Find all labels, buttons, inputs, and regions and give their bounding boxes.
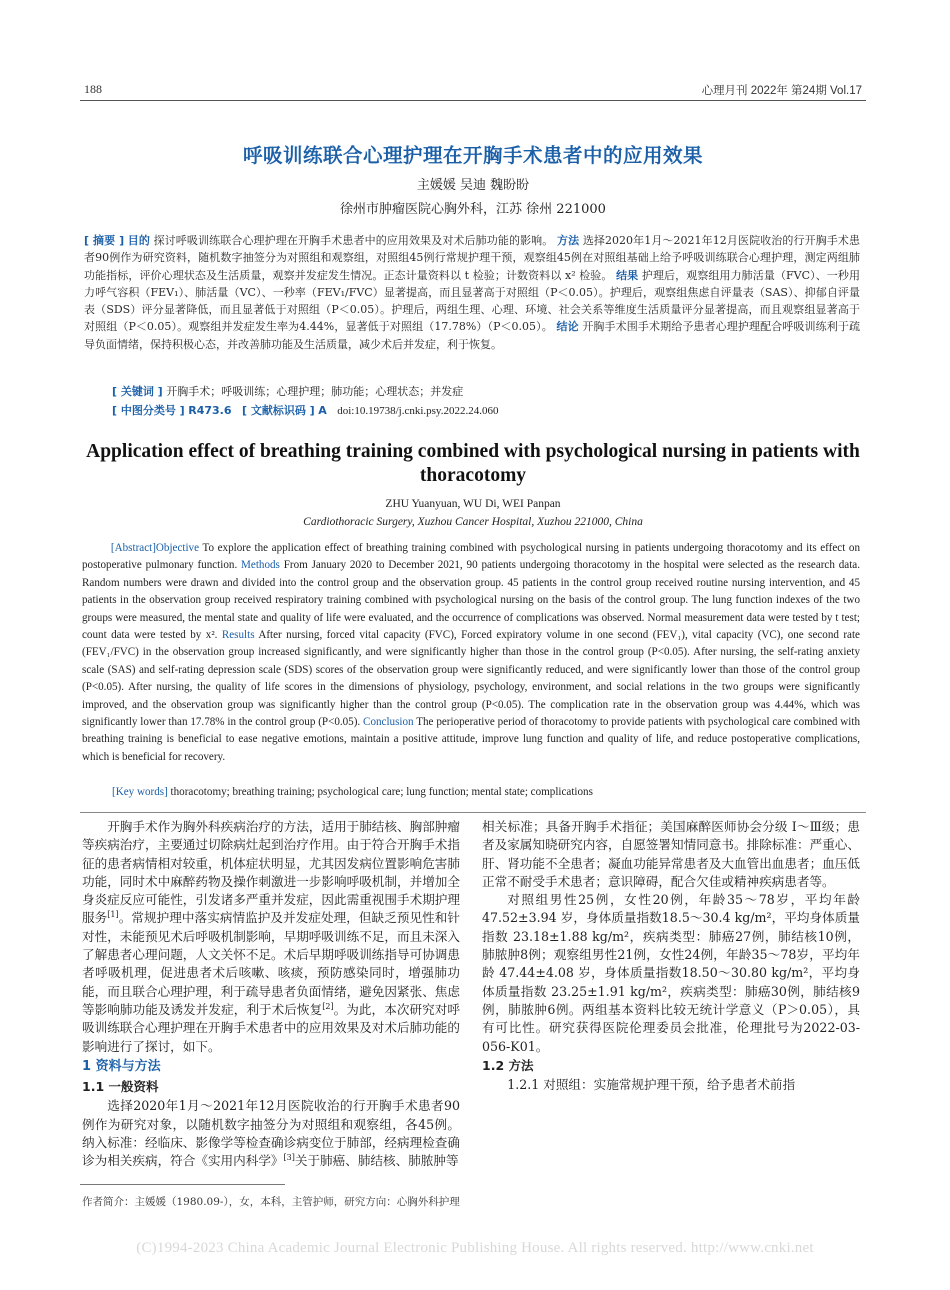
method-paragraph: 1.2.1 对照组：实施常规护理干预，给予患者术前指 xyxy=(507,1077,796,1093)
ref-1: [1] xyxy=(107,910,119,920)
ref-2: [2] xyxy=(322,1001,334,1011)
conclusion-cn-label: 结论 xyxy=(556,320,579,334)
ref-3: [3] xyxy=(283,1153,295,1163)
abstract-en-label: [Abstract] xyxy=(110,542,156,554)
doi: doi:10.19738/j.cnki.psy.2022.24.060 xyxy=(337,405,499,417)
keywords-en-label: [Key words] xyxy=(112,786,168,798)
general-text-a: 选择2020年1月～2021年12月医院收治的行开胸手术患者90例作为研究对象，以随机数字抽签分为对照组和观察组，各45例。纳入标准：经临床、影像学等检查确诊病变位于肺部，经病理检查确诊为相关疾病，符合《实用内科学》 xyxy=(82,1098,460,1169)
keywords-en-text: thoracotomy; breathing training; psychological care; lung function; mental state; complications xyxy=(170,786,593,798)
results-cn-label: 结果 xyxy=(616,268,639,282)
doc-code-value: A xyxy=(318,404,327,417)
intro-text-c: 。为此，本次研究对呼吸训练联合心理护理在开胸手术患者中的应用效果及对术后肺功能的影响进行了探讨，如下。 xyxy=(82,1001,461,1054)
body-column-right xyxy=(482,818,860,1094)
results-en-label: Results xyxy=(221,629,255,642)
clc-value: R473.6 xyxy=(188,404,232,417)
classification-cn xyxy=(112,402,498,418)
authors-en: ZHU Yuanyuan, WU Di, WEI Panpan xyxy=(385,498,561,510)
doc-code-label: [ 文献标识码 ] xyxy=(241,404,315,417)
abstract-cn xyxy=(84,232,860,353)
conclusion-cn: 开胸手术围手术期给予患者心理护理配合呼吸训练利于疏导负面情绪，保持积极心态，并改善肺功能及生活质量，减少术后并发症，利于恢复。 xyxy=(84,320,860,351)
section-heading-1: 1 资料与方法 xyxy=(82,1058,161,1074)
intro-text-a: 开胸手术作为胸外科疾病治疗的方法，适用于肺结核、胸部肿瘤等疾病治疗，主要通过切除病灶起到治疗作用。由于符合开胸手术指征的患者病情相对较重，机体症状明显，尤其因发病位置影响危害肺功能，同时术中麻醉药物及操作刺激进一步影响呼吸机制，并增加全身炎症反应可能性，引发诸多严重并发症，因此需重视围手术期护理服务 xyxy=(82,819,460,926)
methods-cn-label: 方法 xyxy=(557,234,580,247)
general-data-continuation: 相关标准；具备开胸手术指征；美国麻醉医师协会分级 Ⅰ～Ⅲ级；患者及家属知晓研究内容，自愿签署知情同意书。排除标准：严重心、肝、肾功能不全患者；凝血功能异常患者及大血管出血患者；血压低正常不耐受手术患者；意识障碍，配合欠佳或精神疾病患者等。 xyxy=(482,819,860,889)
footnote-rule xyxy=(80,1184,285,1185)
conclusion-en-label: Conclusion xyxy=(363,716,414,729)
general-text-b: 关于肺癌、肺结核、肺脓肿等 xyxy=(294,1153,459,1169)
intro-text-b: 。常规护理中落实病情监护及并发症处理，但缺乏预见性和针对性，未能预见术后呼吸机制影响，早期呼吸训练不足，而且未深入了解患者心理问题，人文关怀不足。术后早期呼吸训练指导可协调患者呼吸机理，促进患者术后咳嗽、咳痰，预防感染同时，增强肺功能，而且联合心理护理，利于疏导患者负面情绪，避免因紧张、焦虑等影响肺功能及诱发并发症，利于术后恢复 xyxy=(82,910,461,1017)
author-footnote: 作者简介：主媛媛（1980.09-），女，本科，主管护师，研究方向：心胸外科护理 xyxy=(82,1196,460,1208)
title-cn: 呼吸训练联合心理护理在开胸手术患者中的应用效果 xyxy=(242,144,703,167)
body-column-left xyxy=(82,818,460,1171)
keywords-cn-text: 开胸手术；呼吸训练；心理护理；肺功能；心理状态；并发症 xyxy=(166,385,464,398)
section-heading-1-1: 1.1 一般资料 xyxy=(82,1079,159,1095)
section-heading-1-2: 1.2 方法 xyxy=(482,1057,534,1073)
abstract-cn-label: [ 摘要 ] xyxy=(84,234,125,247)
copyright-watermark: (C)1994-2023 China Academic Journal Electronic Publishing House. All rights reserved. http://www.cnki.net xyxy=(136,1240,814,1256)
conclusion-en: The perioperative period of thoracotomy to provide patients with psychological care combined with breathing training is beneficial to ease negative emotions, maintain a positive attitude, improve lung function and quality of life, and reduce postoperative complications, which is beneficial for recovery. xyxy=(82,716,860,763)
general-data-paragraph xyxy=(82,1097,460,1170)
section-rule xyxy=(80,812,866,813)
objective-en-label: Objective xyxy=(155,542,200,554)
authors-cn: 主媛媛 吴迪 魏盼盼 xyxy=(416,178,530,193)
intro-paragraph xyxy=(82,818,460,1056)
objective-cn: 探讨呼吸训练联合心理护理在开胸手术患者中的应用效果及对术后肺功能的影响。 xyxy=(153,234,554,247)
title-en: Application effect of breathing training combined with psychological nursing in patients with thoracotomy xyxy=(86,441,860,486)
clc-label: [ 中图分类号 ] xyxy=(112,404,185,417)
results-cn: 护理后，观察组用力肺活量（FVC）、一秒用力呼气容积（FEV₁）、肺活量（VC）、一秒率（FEV₁/FVC）显著提高，而且显著高于对照组（P＜0.05）。护理后，观察组焦虑自评量表（SAS）、抑郁自评量表（SDS）评分显著降低，而且显著低于对照组（P＜0.05）。护理后，两组生理、心理、环境、社会关系等维度生活质量评分显著提高，而且观察组显著高于对照组（P＜0.05）。观察组并发症发生率为4.44%，显著低于对照组（17.78%）（P＜0.05）。 xyxy=(84,268,860,334)
keywords-cn-label: [ 关键词 ] xyxy=(112,385,163,398)
objective-cn-label: 目的 xyxy=(127,234,150,247)
journal-info: 心理月刊 2022年 第24期 Vol.17 xyxy=(701,85,862,97)
methods-cn: 选择2020年1月～2021年12月医院收治的行开胸手术患者90例作为研究资料，随机数字抽签分为对照组和观察组，对照组45例行常规护理干预，观察组45例在对照组基础上给予呼吸训练联合心理护理，测定两组肺功能指标，评价心理状态及生活质量，观察并发症发生情况。正态计量资料以 t 检验；计数资料以 x² 检验。 xyxy=(84,234,861,282)
methods-en: From January 2020 to December 2021, 90 patients undergoing thoracotomy in the hospital were selected as the research data. Random numbers were drawn and divided into the control group and the observation group. 45 patients in the control group received routine nursing intervention, and 45 patients in the observation group received respiratory training combined with psychological nursing on the basis of the control group. The lung function indexes of the two groups were measured, the mental state and quality of life were evaluated, and the occurrence of complications was observed. Normal measurement data were tested by t test; count data were tested by x². xyxy=(82,559,860,642)
results-en: After nursing, forced vital capacity (FVC), Forced expiratory volume in one second (FEV₁), vital capacity (VC), one second rate (FEV₁/FVC) in the observation group increased significantly, and were significantly higher than those in the control group (P<0.05). After nursing, the self-rating anxiety scale (SAS) and self-rating depression scale (SDS) scores of the observation group were significantly reduced, and were significantly lower than those of the control group (P<0.05). After nursing, the quality of life scores in the dimensions of physiology, psychology, environment, and social relations in the two groups were significantly improved, and the observation group was significantly higher than the control group (P<0.05). The complication rate in the observation group was 4.44%, which was significantly lower than 17.78% in the control group (P<0.05). xyxy=(82,629,860,729)
keywords-cn xyxy=(112,383,463,399)
keywords-en xyxy=(112,786,593,798)
groups-paragraph: 对照组男性25例，女性20例，年龄35～78岁，平均年龄 47.52±3.94 岁，身体质量指数18.5～30.4 kg/m²，平均身体质量指数 23.18±1.88 kg/m²，疾病类型：肺癌27例，肺结核10例，肺脓肿8例；观察组男性21例，女性24例，年龄35～78岁，平均年龄 47.44±4.08 岁，身体质量指数18.50～30.80 kg/m²，平均身体质量指数 23.25±1.91 kg/m²，疾病类型：肺癌30例，肺结核9例，肺脓肿6例。两组基本资料比较无统计学意义（P＞0.05），具有可比性。研究获得医院伦理委员会批准，伦理批号为2022-03-056-K01。 xyxy=(482,892,860,1054)
page-number: 188 xyxy=(84,82,102,96)
objective-en: To explore the application effect of breathing training combined with psychological nursing in patients undergoing thoracotomy and its effect on postoperative pulmonary function. xyxy=(82,542,860,572)
methods-en-label: Methods xyxy=(241,559,280,572)
abstract-en xyxy=(82,540,860,766)
header-rule xyxy=(80,100,866,101)
affiliation-en: Cardiothoracic Surgery, Xuzhou Cancer Hospital, Xuzhou 221000, China xyxy=(303,516,643,528)
affiliation-cn: 徐州市肿瘤医院心胸外科，江苏 徐州 221000 xyxy=(340,202,606,217)
